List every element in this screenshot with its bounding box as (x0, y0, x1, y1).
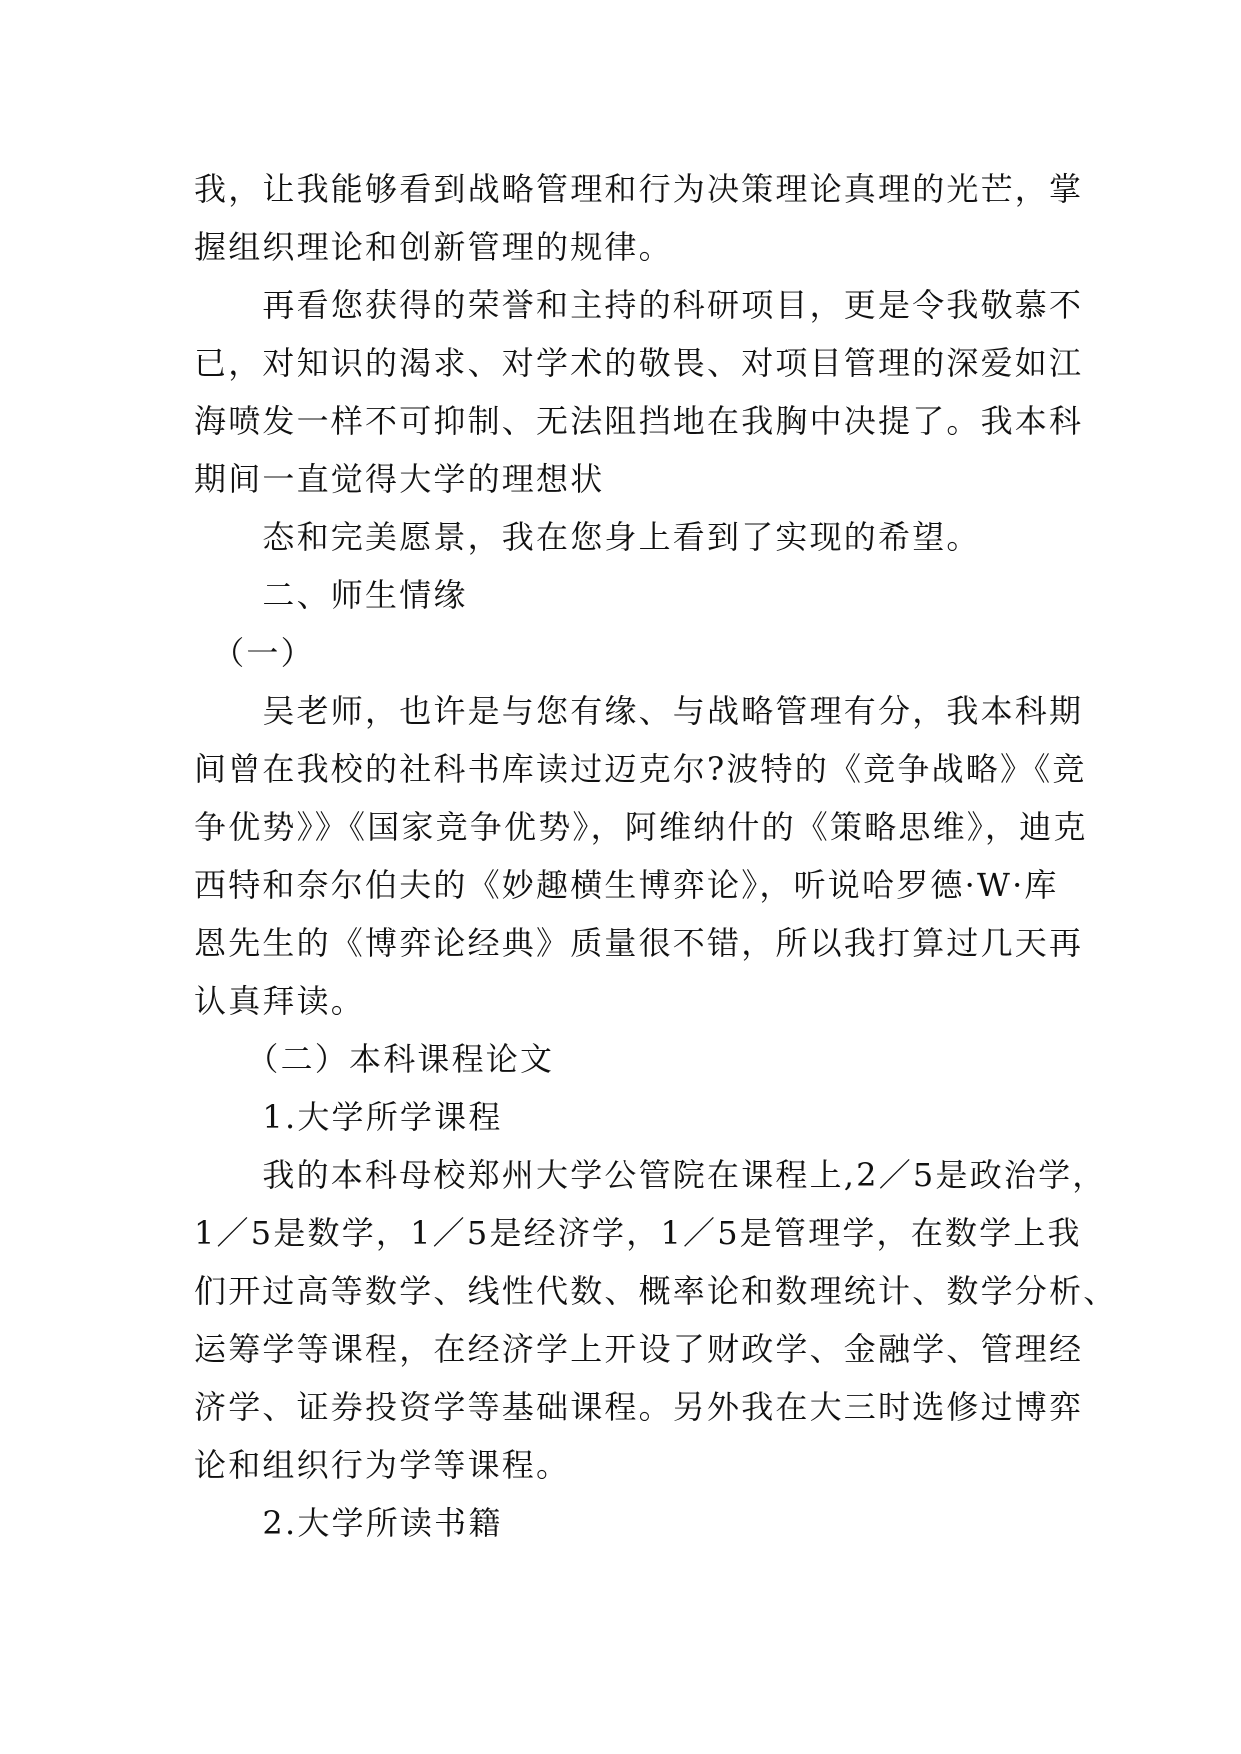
document-body (194, 160, 1118, 1552)
section-heading: 二、师生情缘 (194, 576, 468, 614)
text-line: 论和组织行为学等课程。 (194, 1446, 571, 1484)
text-line: 握组织理论和创新管理的规律。 (194, 228, 673, 266)
text-line: 间曾在我校的社科书库读过迈克尔?波特的《竞争战略》《竞 (194, 750, 1087, 788)
text-line: 恩先生的《博弈论经典》质量很不错，所以我打算过几天再 (194, 924, 1084, 962)
item-heading: 1.大学所学课程 (194, 1098, 503, 1136)
subsection-heading: （一） (194, 634, 315, 672)
text-line: 已，对知识的渴求、对学术的敬畏、对项目管理的深爱如江 (194, 344, 1084, 382)
text-line: 期间一直觉得大学的理想状 (194, 460, 605, 498)
text-line: 争优势》》《国家竞争优势》，阿维纳什的《策略思维》，迪克 (194, 808, 1088, 846)
text-line: 认真拜读。 (194, 982, 366, 1020)
subsection-heading: （二）本科课程论文 (194, 1040, 555, 1078)
text-line: 运筹学等课程，在经济学上开设了财政学、金融学、管理经 (194, 1330, 1084, 1368)
text-line: 态和完美愿景，我在您身上看到了实现的希望。 (194, 518, 981, 556)
text-line: 1／5是数学，1／5是经济学，1／5是管理学，在数学上我 (194, 1214, 1082, 1252)
text-line: 我的本科母校郑州大学公管院在课程上,2／5是政治学， (194, 1156, 1107, 1194)
item-heading: 2.大学所读书籍 (194, 1504, 503, 1542)
text-line: 吴老师，也许是与您有缘、与战略管理有分，我本科期 (194, 692, 1084, 730)
text-line: 西特和奈尔伯夫的《妙趣横生博弈论》，听说哈罗德·W·库 (194, 866, 1059, 904)
text-line: 济学、证券投资学等基础课程。另外我在大三时选修过博弈 (194, 1388, 1084, 1426)
text-line: 我，让我能够看到战略管理和行为决策理论真理的光芒，掌 (194, 170, 1084, 208)
text-line: 再看您获得的荣誉和主持的科研项目，更是令我敬慕不 (194, 286, 1084, 324)
text-line: 们开过高等数学、线性代数、概率论和数理统计、数学分析、 (194, 1272, 1118, 1310)
text-line: 海喷发一样不可抑制、无法阻挡地在我胸中决提了。我本科 (194, 402, 1084, 440)
